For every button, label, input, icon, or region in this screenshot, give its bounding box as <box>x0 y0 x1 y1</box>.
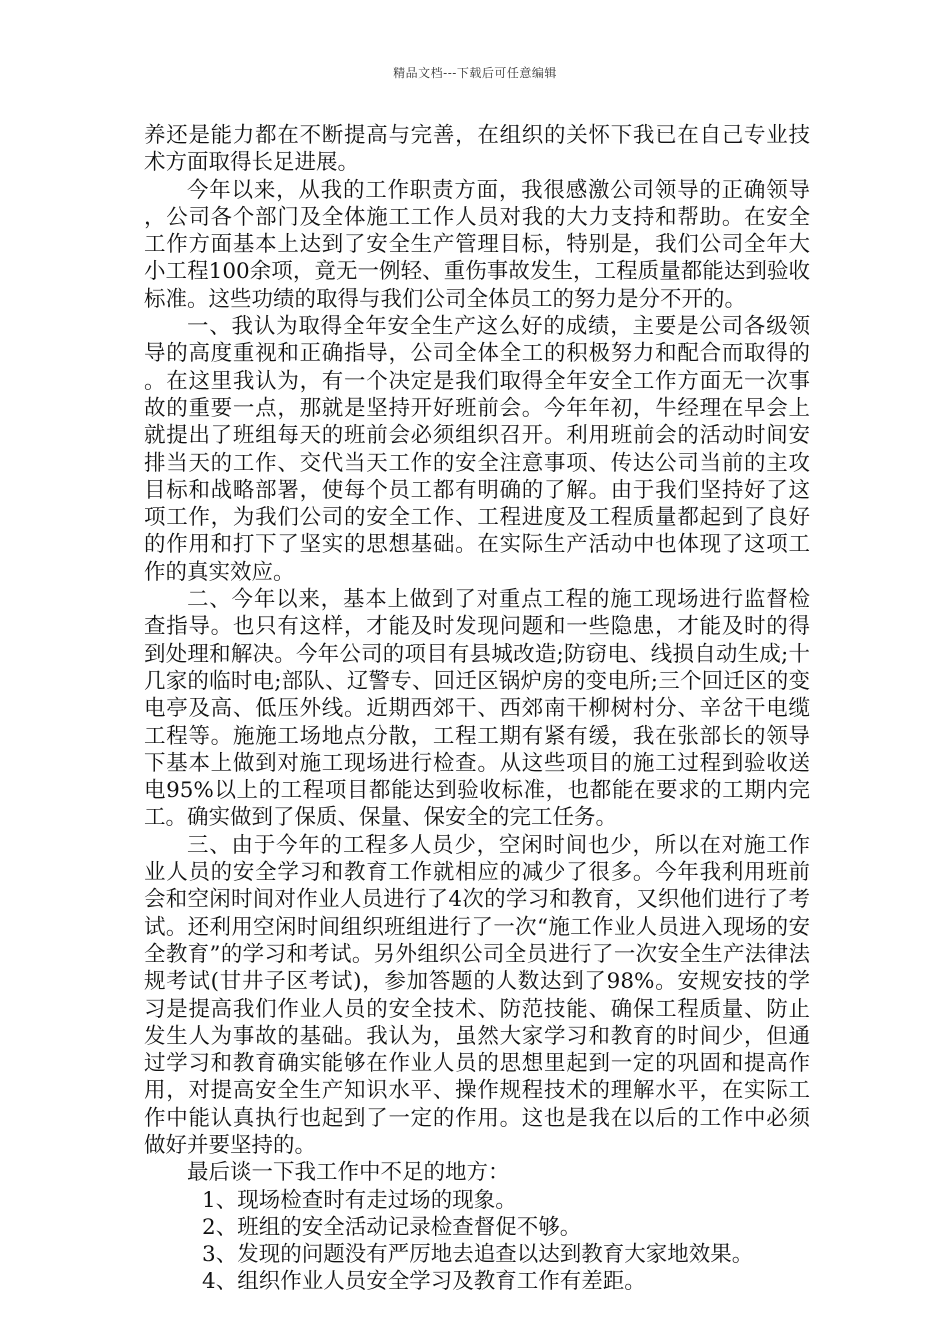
list-item: 4、组织作业人员安全学习及教育工作有差距。 <box>202 1269 646 1295</box>
paragraph-shortcomings-intro: 最后谈一下我工作中不足的地方： <box>187 1160 510 1186</box>
list-item: 1、现场检查时有走过场的现象。 <box>202 1187 517 1213</box>
paragraph-section-3: 三、由于今年的工程多人员少，空闲时间也少，所以在对施工作业人员的安全学习和教育工作就相应的减少了很多。今年我利用班前会和空闲时间对作业人员进行了4次的学习和教育，又织他们进行了考试。还利用空闲时间组织班组进行了一次“施工作业人员进入现场的安全教育”的学习和考试。另外组织公司全员进行了一次安全生产法律法规考试(甘井子区考试)，参加答题的人数达到了98%。安规安技的学习是提高我们作业人员的安全技术、防范技能、确保工程质量、防止发生人为事故的基础。我认为，虽然大家学习和教育的时间少，但通过学习和教育确实能够在作业人员的思想里起到一定的巩固和提高作用，对提高安全生产知识水平、操作规程技术的理解水平，在实际工作中能认真执行也起到了一定的作用。这也是我在以后的工作中必须做好并要坚持的。 <box>144 832 810 1158</box>
paragraph-intro: 今年以来，从我的工作职责方面，我很感激公司领导的正确领导，公司各个部门及全体施工工作人员对我的大力支持和帮助。在安全工作方面基本上达到了安全生产管理目标，特别是，我们公司全年大小工程100余项，竟无一例轻、重伤事故发生，工程质量都能达到验收标准。这些功绩的取得与我们公司全体员工的努力是分不开的。 <box>144 177 810 312</box>
list-item: 3、发现的问题没有严厉地去追查以达到教育大家地效果。 <box>202 1242 754 1268</box>
paragraph-continuation: 养还是能力都在不断提高与完善，在组织的关怀下我已在自己专业技术方面取得长足进展。 <box>144 123 810 176</box>
document-body <box>144 122 810 1296</box>
paragraph-section-2: 二、今年以来，基本上做到了对重点工程的施工现场进行监督检查指导。也只有这样，才能及时发现问题和一些隐患，才能及时的得到处理和解决。今年公司的项目有县城改造;防窃电、线损自动生成;十几家的临时电;部队、辽警专、回迁区锅炉房的变电所;三个回迁区的变电亭及高、低压外线。近期西郊干、西郊南干柳树村分、辛岔干电缆工程等。施施工场地点分散，工程工期有紧有缓，我在张部长的领导下基本上做到对施工现场进行检查。从这些项目的施工过程到验收送电95%以上的工程项目都能达到验收标准，也都能在要求的工期内完工。确实做到了保质、保量、保安全的完工任务。 <box>144 587 810 831</box>
page-header: 精品文档---下载后可任意编辑 <box>393 66 557 80</box>
paragraph-section-1: 一、我认为取得全年安全生产这么好的成绩，主要是公司各级领导的高度重视和正确指导，公司全体全工的积极努力和配合而取得的。在这里我认为，有一个决定是我们取得全年安全工作方面无一次事故的重要一点，那就是坚持开好班前会。今年年初，牛经理在早会上就提出了班组每天的班前会必须组织召开。利用班前会的活动时间安排当天的工作、交代当天工作的安全注意事项、传达公司当前的主攻目标和战略部署，使每个员工都有明确的了解。由于我们坚持好了这项工作，为我们公司的安全工作、工程进度及工程质量都起到了良好的作用和打下了坚实的思想基础。在实际生产活动中也体现了这项工作的真实效应。 <box>144 314 810 585</box>
list-item: 2、班组的安全活动记录检查督促不够。 <box>202 1214 582 1240</box>
